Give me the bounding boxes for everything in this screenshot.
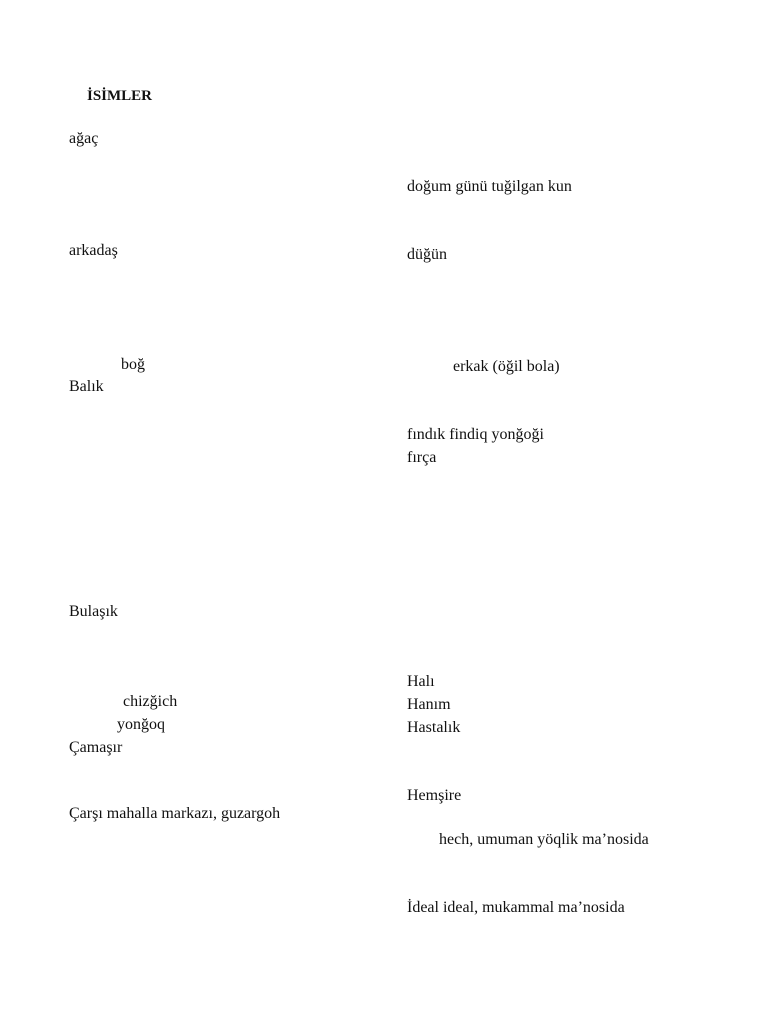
word-entry: fındık findiq yonğoği (407, 426, 544, 443)
word-entry: yonğoq (117, 716, 165, 733)
word-entry: fırça (407, 449, 437, 466)
word-entry: Hemşire (407, 787, 462, 804)
word-entry: Hanım (407, 696, 451, 713)
word-entry: arkadaş (69, 242, 118, 259)
word-entry: düğün (407, 246, 447, 263)
word-entry: Çamaşır (69, 739, 123, 756)
word-entry: Çarşı mahalla markazı, guzargoh (69, 805, 281, 822)
word-entry: İdeal ideal, mukammal ma’nosida (407, 899, 625, 916)
word-entry: boğ (121, 356, 145, 373)
word-entry: hech, umuman yöqlik ma’nosida (439, 831, 649, 848)
word-entry: Balık (69, 378, 104, 395)
page-title: İSİMLER (87, 88, 153, 104)
word-entry: ağaç (69, 130, 99, 147)
word-entry: chizğich (123, 693, 178, 710)
word-entry: Hastalık (407, 719, 461, 736)
word-entry: Halı (407, 673, 435, 690)
word-entry: Bulaşık (69, 603, 118, 620)
word-entry: doğum günü tuğilgan kun (407, 178, 572, 195)
word-entry: erkak (öğil bola) (453, 358, 560, 375)
